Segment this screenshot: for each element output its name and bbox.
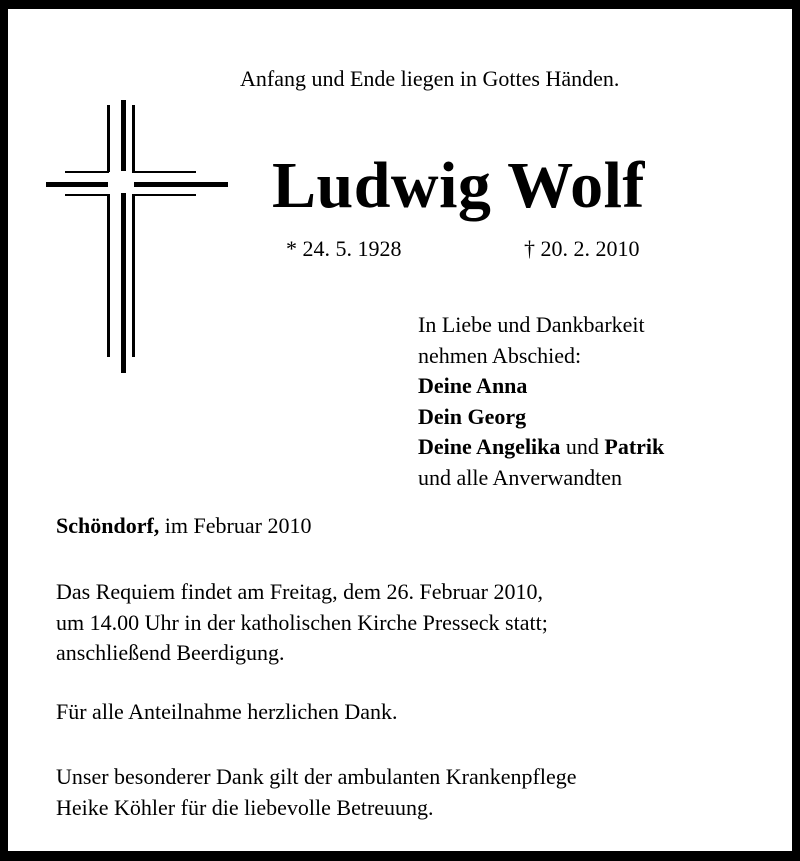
place-month: im Februar 2010 — [159, 513, 312, 538]
mourners-intro-1: In Liebe und Dankbarkeit — [418, 312, 645, 337]
latin-cross-icon — [44, 98, 230, 378]
mourners-closing: und alle Anverwandten — [418, 464, 623, 490]
special-thanks-line-2: Heike Köhler für die liebevolle Betreuung. — [56, 794, 434, 820]
special-thanks — [56, 762, 576, 823]
mourner-georg: Dein Georg — [418, 403, 527, 429]
requiem-line-1: Das Requiem findet am Freitag, dem 26. Februar 2010, — [56, 579, 543, 604]
thanks-line: Für alle Anteilnahme herzlichen Dank. — [56, 699, 398, 724]
requiem-line-3: anschließend Beerdigung. — [56, 640, 285, 665]
birth-date: * 24. 5. 1928 — [286, 236, 402, 261]
mourner-angelika-patrik — [418, 432, 664, 463]
special-thanks-line-1: Unser besonderer Dank gilt der ambulanten Krankenpflege — [56, 764, 577, 789]
conjunction: und — [560, 434, 605, 459]
place-town: Schöndorf, — [56, 513, 160, 538]
mourner-anna: Deine Anna — [418, 373, 528, 398]
place-date — [56, 513, 311, 539]
death-date: † 20. 2. 2010 — [524, 236, 640, 261]
requiem-line-2: um 14.00 Uhr in der katholischen Kirche Presseck statt; — [56, 609, 548, 635]
mourner-angelika: Deine Angelika — [418, 434, 561, 459]
mourner-patrik: Patrik — [604, 434, 665, 459]
mourners-block — [418, 310, 664, 493]
mourners-intro-2: nehmen Abschied: — [418, 342, 582, 368]
deceased-name: Ludwig Wolf — [272, 149, 645, 222]
motto: Anfang und Ende liegen in Gottes Händen. — [240, 66, 620, 91]
requiem-info — [56, 577, 548, 669]
